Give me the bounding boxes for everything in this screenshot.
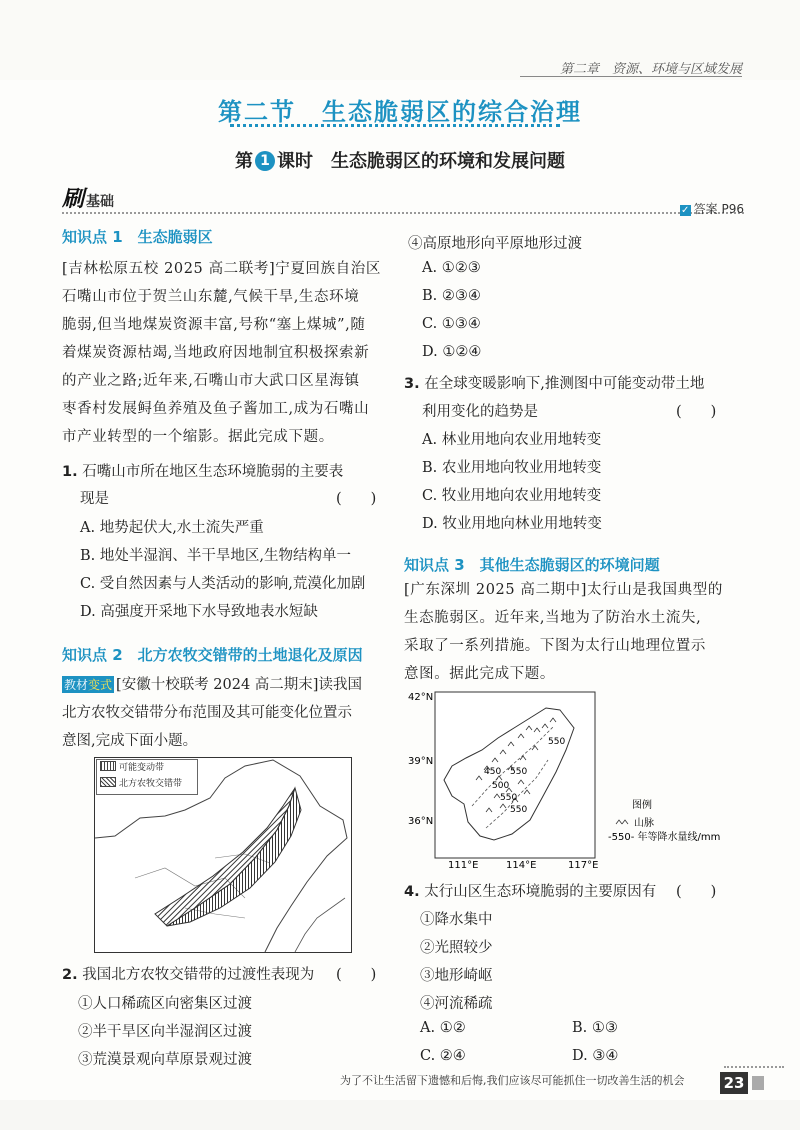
passage-line: 生态脆弱区。近年来,当地为了防治水土流失, [404,610,702,626]
brand-divider [62,212,744,214]
lat-label: 39°N [408,756,434,767]
answer-text: 答案 P96 [693,202,744,216]
lat-label: 36°N [408,816,434,827]
kp3-passage [404,576,744,688]
q3-stem-line1: 在全球变暖影响下,推测图中可能变动带土地 [424,376,705,392]
q4-item-4: ④河流稀疏 [420,996,493,1012]
passage-line: 石嘴山市位于贺兰山东麓,气候干旱,生态环境 [62,289,360,305]
q2-number: 2. [62,967,78,983]
map2-legend-mountain: 山脉 [634,818,654,829]
passage-line: 市产业转型的一个缩影。据此完成下题。 [62,429,334,445]
lesson-title-text: 课时 生态脆弱区的环境和发展问题 [277,151,565,172]
q1-option-c[interactable]: C. 受自然因素与人类活动的影响,荒漠化加剧 [80,576,366,592]
passage-line: 枣香村发展鲟鱼养殖及鱼子酱加工,成为石嘴山 [62,401,370,417]
lon-label: 111°E [448,860,479,868]
page-marker [752,1076,764,1090]
q3-stem [404,372,704,393]
q2-option-d[interactable]: D. ①②④ [422,344,482,360]
q2-option-a[interactable]: A. ①②③ [422,260,481,276]
q2-stem-text: 我国北方农牧交错带的过渡性表现为 [82,967,315,983]
q4-option-c[interactable]: C. ②④ [420,1048,466,1064]
map2-legend-title: 图例 [632,800,652,811]
brand-sub: 基础 [86,194,115,210]
q3-option-a[interactable]: A. 林业用地向农业用地转变 [422,432,602,448]
map1-legend [96,759,198,795]
q3-answer-bracket[interactable]: ( ) [676,404,717,420]
lat-label: 42°N [408,692,434,703]
brand-main: 刷 [62,187,85,212]
kp2-line1 [62,673,362,694]
answer-reference [680,200,744,217]
q4-stem [404,880,656,901]
legend-change-label: 可能变动带 [119,763,165,773]
isohyet-label: 550 [510,767,528,777]
bottom-margin [0,1100,800,1130]
lon-label: 114°E [506,860,537,868]
q1-stem [62,460,343,481]
brand-label [62,182,147,212]
lon-label: 117°E [568,860,599,868]
q4-number: 4. [404,884,420,900]
passage-line: 着煤炭资源枯竭,当地政府因地制宜积极探索新 [62,345,370,361]
page-number: 23 [720,1072,748,1094]
kp3-title: 知识点 3 其他生态脆弱区的环境问题 [404,556,660,574]
q4-item-3: ③地形崎岖 [420,968,493,984]
map2-svg [408,688,780,868]
q2-item-1: ①人口稀疏区向密集区过渡 [78,996,252,1012]
isohyet-label: 550 [500,793,518,803]
q2-answer-bracket[interactable]: ( ) [336,967,377,983]
q3-option-b[interactable]: B. 农业用地向牧业用地转变 [422,460,602,476]
lesson-prefix: 第 [235,151,253,172]
kp2-line1-text: [安徽十校联考 2024 高二期末]读我国 [116,677,362,693]
isohyet-label: 550 [510,805,528,815]
isohyet-label: 550 [548,737,566,747]
kp2-line2: 北方农牧交错带分布范围及其可能变化位置示 [62,705,352,721]
q2-item-3: ③荒漠景观向草原景观过渡 [78,1052,252,1068]
kp1-title: 知识点 1 生态脆弱区 [62,228,213,246]
q4-stem-text: 太行山区生态环境脆弱的主要原因有 [424,884,657,900]
q1-stem-line1: 石嘴山市所在地区生态环境脆弱的主要表 [82,464,344,480]
kp2-line3: 意图,完成下面小题。 [62,733,198,749]
taihang-location-map [408,688,780,868]
q3-option-d[interactable]: D. 牧业用地向林业用地转变 [422,516,602,532]
chapter-rule [520,76,742,77]
q4-option-b[interactable]: B. ①③ [572,1020,618,1036]
q4-option-a[interactable]: A. ①② [420,1020,466,1036]
legend-belt-label: 北方农牧交错带 [119,779,183,789]
diagonal-hatch-swatch [100,777,116,787]
footer-dots [724,1066,784,1068]
section-title: 第二节 生态脆弱区的综合治理 [218,98,582,126]
q2-item-4: ④高原地形向平原地形过渡 [408,236,582,252]
q2-stem [62,963,314,984]
title-underline [230,124,560,127]
passage-line: 的产业之路;近年来,石嘴山市大武口区星海镇 [62,373,360,389]
lesson-number-badge: 1 [255,151,275,171]
q1-option-b[interactable]: B. 地处半湿润、半干旱地区,生物结构单一 [80,548,351,564]
lesson-title [0,147,800,173]
q1-number: 1. [62,464,78,480]
chapter-heading: 第二章 资源、环境与区域发展 [559,62,742,77]
textbook-variant-tag [62,676,114,693]
map2-legend-isohyet: -550- 年等降水量线/mm [608,832,721,843]
q4-item-2: ②光照较少 [420,940,493,956]
q2-option-c[interactable]: C. ①③④ [422,316,481,332]
legend-item-change [97,760,197,776]
tag-part-b: 变式 [88,678,113,692]
q3-number: 3. [404,376,420,392]
passage-line: [吉林松原五校 2025 高二联考]宁夏回族自治区 [62,261,381,277]
passage-line: [广东深圳 2025 高二期中]太行山是我国典型的 [404,582,723,598]
q1-answer-bracket[interactable]: ( ) [336,491,377,507]
q3-stem-line2: 利用变化的趋势是 [422,404,538,420]
q1-option-a[interactable]: A. 地势起伏大,水土流失严重 [80,520,264,536]
q2-option-b[interactable]: B. ②③④ [422,288,481,304]
q3-option-c[interactable]: C. 牧业用地向农业用地转变 [422,488,602,504]
coastline [295,898,345,952]
check-icon: ✓ [680,205,690,216]
q4-option-d[interactable]: D. ③④ [572,1048,619,1064]
q1-stem-line2: 现是 [80,491,109,507]
isohyet-label: 500 [492,781,510,791]
isohyet-label: 450 [484,767,502,777]
q4-item-1: ①降水集中 [420,912,493,928]
q4-answer-bracket[interactable]: ( ) [676,884,717,900]
q2-item-2: ②半干旱区向半湿润区过渡 [78,1024,252,1040]
passage-line: 采取了一系列措施。下图为太行山地理位置示 [404,638,706,654]
q1-option-d[interactable]: D. 高强度开采地下水导致地表水短缺 [80,604,318,620]
vertical-hatch-swatch [100,761,116,771]
tag-part-a: 教材 [64,678,89,692]
kp1-passage [62,255,392,451]
kp2-title: 知识点 2 北方农牧交错带的土地退化及原因 [62,646,363,664]
passage-line: 意图。据此完成下题。 [404,666,555,682]
passage-line: 脆弱,但当地煤炭资源丰富,号称“塞上煤城”,随 [62,317,366,333]
legend-item-belt [97,776,197,792]
footer-motto: 为了不让生活留下遗憾和后悔,我们应该尽可能抓住一切改善生活的机会 [340,1074,685,1087]
mountain-legend-icon [616,820,628,824]
